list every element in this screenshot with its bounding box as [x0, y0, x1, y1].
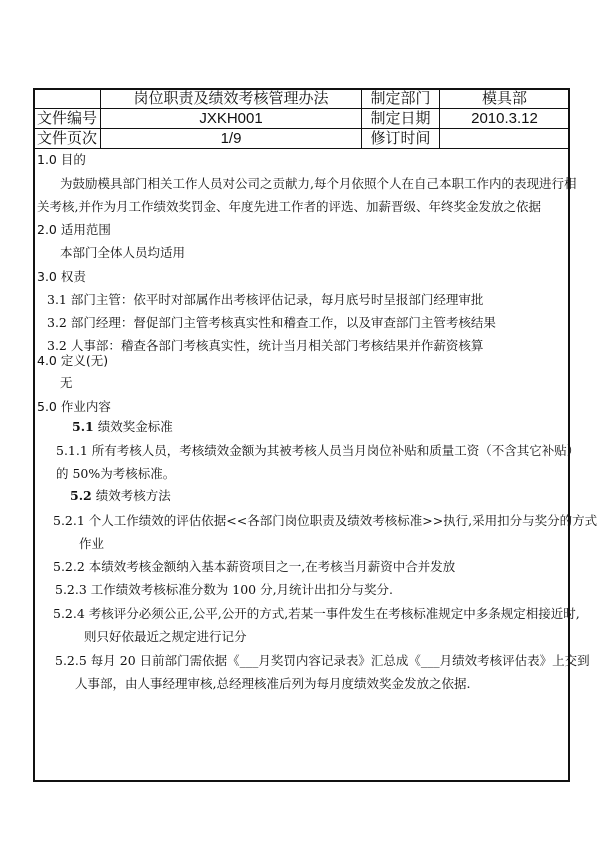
subsection-title: 绩效奖金标准 [97, 419, 173, 434]
section-heading: 4.0 定义(无) [37, 353, 109, 368]
paragraph: 本部门全体人员均适用 [60, 245, 186, 260]
subsection-heading [70, 488, 171, 504]
list-item: 3.1 部门主管：依平时对部属作出考核评估记录，每月底号时呈报部门经理审批 [47, 292, 484, 307]
section-heading: 3.0 权责 [37, 269, 86, 284]
date-label: 制定日期 [362, 109, 440, 129]
subsection-number: 5.2 [70, 488, 92, 503]
subsection-number: 5.1 [72, 419, 94, 434]
dept-value: 模具部 [440, 89, 570, 109]
empty-cell [34, 89, 101, 109]
revision-value [440, 129, 570, 149]
list-item-continued: 的 50%为考核标准。 [56, 466, 176, 481]
subsection-title: 绩效考核方法 [95, 488, 171, 503]
paragraph: 为鼓励模具部门相关工作人员对公司之贡献力,每个月依照个人在自己本职工作内的表现进行相 [60, 176, 577, 191]
page-value: 1/9 [101, 129, 362, 149]
date-value: 2010.3.12 [440, 109, 570, 129]
list-item-continued: 作业 [79, 536, 105, 551]
paragraph: 无 [60, 375, 73, 390]
section-heading: 5.0 作业内容 [37, 399, 111, 414]
page-label: 文件页次 [34, 129, 101, 149]
list-item: 5.2.5 每月 20 日前部门需依据《___月奖罚内容记录表》汇总成《___月绩效考核评估表》上交到 [55, 653, 590, 668]
doc-no-label: 文件编号 [34, 109, 101, 129]
list-item-continued: 则只好依最近之规定进行记分 [84, 629, 247, 644]
paragraph: 关考核,并作为月工作绩效奖罚金、年度先进工作者的评选、加薪晋级、年终奖金发放之依据 [37, 199, 541, 214]
list-item-continued: 人事部，由人事经理审核,总经理核准后列为每月度绩效奖金发放之依据. [75, 676, 471, 691]
document-header-table [33, 88, 570, 149]
list-item: 5.2.4 考核评分必须公正,公平,公开的方式,若某一事件发生在考核标准规定中多条规定相接近时, [53, 606, 580, 621]
subsection-heading [72, 419, 173, 435]
dept-label: 制定部门 [362, 89, 440, 109]
revision-label: 修订时间 [362, 129, 440, 149]
list-item: 5.2.2 本绩效考核金额纳入基本薪资项目之一,在考核当月薪资中合并发放 [53, 559, 456, 574]
doc-no-value: JXKH001 [101, 109, 362, 129]
document-title: 岗位职责及绩效考核管理办法 [101, 89, 362, 109]
list-item: 3.2 人事部：稽查各部门考核真实性，统计当月相关部门考核结果并作薪资核算 [47, 338, 484, 353]
list-item: 5.1.1 所有考核人员，考核绩效金额为其被考核人员当月岗位补贴和质量工资（不含其它补贴） [56, 443, 580, 458]
section-heading: 1.0 目的 [37, 152, 86, 167]
list-item: 5.2.1 个人工作绩效的评估依据<<各部门岗位职责及绩效考核标准>>执行,采用扣分与奖分的方式 [53, 513, 598, 528]
section-heading: 2.0 适用范围 [37, 222, 111, 237]
list-item: 5.2.3 工作绩效考核标准分数为 100 分,月统计出扣分与奖分. [55, 582, 394, 597]
list-item: 3.2 部门经理：督促部门主管考核真实性和稽查工作，以及审查部门主管考核结果 [47, 315, 496, 330]
